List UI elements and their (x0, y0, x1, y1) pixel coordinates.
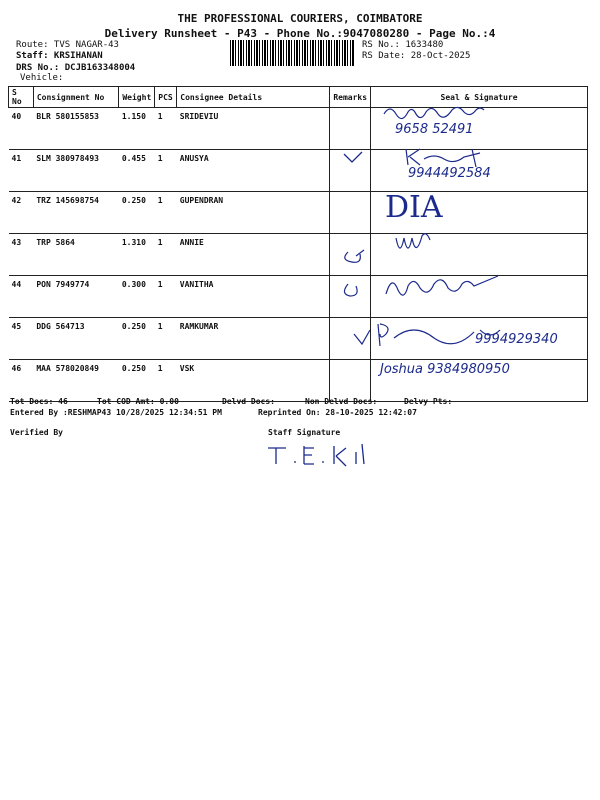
cell-pcs: 1 (155, 276, 177, 318)
signature-scribble-row43 (338, 228, 448, 266)
cell-sno: 45 (9, 318, 34, 360)
cell-consignment: SLM 380978493 (33, 150, 119, 192)
signature-phone-row45: 9994929340 (475, 332, 558, 347)
cell-pcs: 1 (155, 234, 177, 276)
staff: Staff: KRSIHANAN (16, 51, 103, 61)
remark-check-icon (340, 148, 380, 178)
vehicle: Vehicle: (20, 73, 64, 83)
signature-text-row46: Joshua 9384980950 (380, 362, 510, 377)
cell-consignee: VSK (177, 360, 330, 402)
cell-sno: 44 (9, 276, 34, 318)
cell-pcs: 1 (155, 360, 177, 402)
col-sno: S No (9, 87, 34, 108)
cell-consignment: BLR 580155853 (33, 108, 119, 150)
cell-consignee: VANITHA (177, 276, 330, 318)
verified-by: Verified By (10, 428, 63, 437)
cell-consignee: GUPENDRAN (177, 192, 330, 234)
cell-pcs: 1 (155, 150, 177, 192)
rs-number: RS No.: 1633480 (362, 40, 444, 50)
signature-phone-row41: 9944492584 (408, 166, 491, 181)
cell-pcs: 1 (155, 318, 177, 360)
cell-sno: 42 (9, 192, 34, 234)
col-remarks: Remarks (330, 87, 371, 108)
runsheet-subtitle: Delivery Runsheet - P43 - Phone No.:9047080280 - Page No.:4 (104, 27, 496, 40)
staff-signature-label: Staff Signature (268, 428, 341, 437)
cell-weight: 1.310 (119, 234, 155, 276)
cell-weight: 0.300 (119, 276, 155, 318)
cell-consignment: DDG 564713 (33, 318, 119, 360)
col-weight: Weight (119, 87, 155, 108)
cell-weight: 0.455 (119, 150, 155, 192)
col-seal-signature: Seal & Signature (371, 87, 588, 108)
signature-text-row42: DIA (385, 190, 443, 225)
company-title: THE PROFESSIONAL COURIERS, COIMBATORE (177, 12, 423, 25)
signature-phone-row40: 9658 52491 (395, 122, 474, 137)
cell-consignment: MAA 578020849 (33, 360, 119, 402)
col-consignee: Consignee Details (177, 87, 330, 108)
cell-weight: 1.150 (119, 108, 155, 150)
cell-consignee: RAMKUMAR (177, 318, 330, 360)
total-cod-amount: Tot COD Amt: 0.00 (97, 397, 179, 406)
col-consignment: Consignment No (33, 87, 119, 108)
cell-weight: 0.250 (119, 360, 155, 402)
cell-remarks (330, 360, 371, 402)
table-row (9, 192, 588, 234)
total-docs: Tot Docs: 46 (10, 397, 68, 406)
cell-consignment: TRZ 145698754 (33, 192, 119, 234)
staff-signature-scribble (264, 440, 394, 470)
rs-date: RS Date: 28-Oct-2025 (362, 51, 471, 61)
cell-pcs: 1 (155, 108, 177, 150)
cell-sno: 43 (9, 234, 34, 276)
cell-sno: 46 (9, 360, 34, 402)
entered-by: Entered By :RESHMAP43 10/28/2025 12:34:51 PM (10, 408, 222, 417)
cell-consignment: PON 7949774 (33, 276, 119, 318)
col-pcs: PCS (155, 87, 177, 108)
cell-weight: 0.250 (119, 318, 155, 360)
table-row (9, 150, 588, 192)
signature-scribble-row44 (338, 270, 508, 306)
route: Route: TVS NAGAR-43 (16, 40, 119, 50)
cell-consignment: TRP 5864 (33, 234, 119, 276)
cell-consignee: ANNIE (177, 234, 330, 276)
barcode (230, 40, 355, 66)
delivered-docs: Delvd Docs: (222, 397, 275, 406)
cell-remarks (330, 108, 371, 150)
cell-consignee: ANUSYA (177, 150, 330, 192)
cell-consignee: SRIDEVIU (177, 108, 330, 150)
reprinted-on: Reprinted On: 28-10-2025 12:42:07 (258, 408, 417, 417)
cell-weight: 0.250 (119, 192, 155, 234)
cell-pcs: 1 (155, 192, 177, 234)
delivery-points: Delvy Pts: (404, 397, 453, 406)
drs-number: DRS No.: DCJB163348004 (16, 63, 136, 73)
cell-sno: 41 (9, 150, 34, 192)
cell-sno: 40 (9, 108, 34, 150)
non-delivered-docs: Non Delvd Docs: (305, 397, 378, 406)
